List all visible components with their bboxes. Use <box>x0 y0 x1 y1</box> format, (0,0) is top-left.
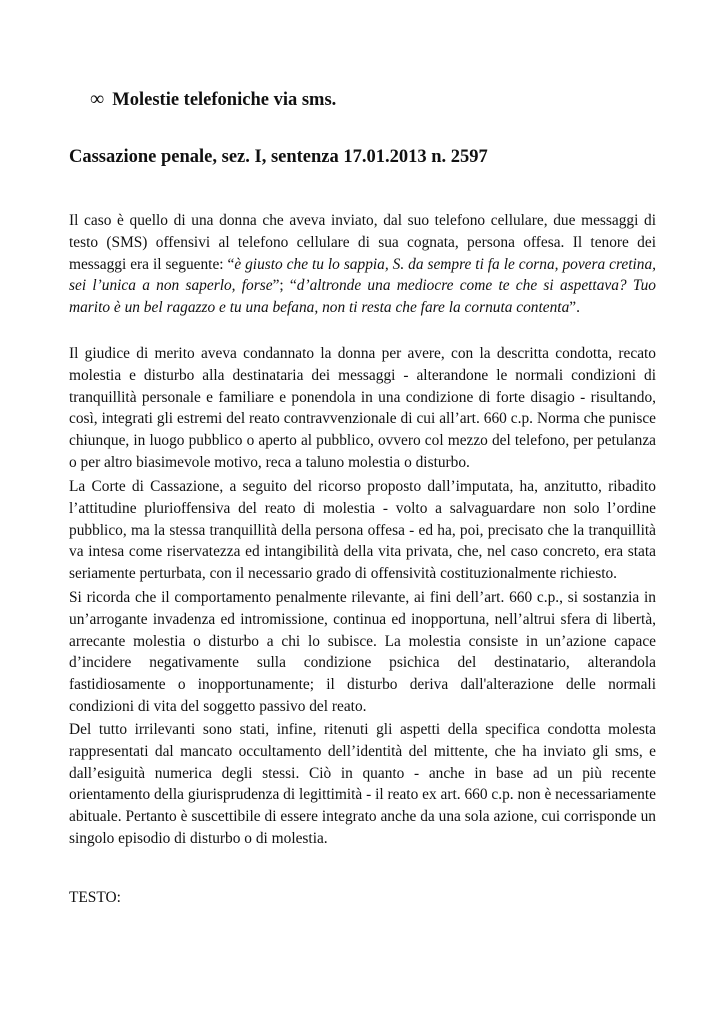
paragraph-conduct-definition: Si ricorda che il comportamento penalmente rilevante, ai fini dell’art. 660 c.p., si sostanzia in un’arrogante invadenza ed intromissione, continua ed inopportuna, nell’altrui sfera di libertà, arrecante molestia o disturbo a chi lo subisce. La molestia consiste in un’azione capace d’incidere negativamente sulla condizione psichica del destinatario, alterandola fastidiosamente o inopportunamente; il disturbo deriva dall'alterazione delle normali condizioni di vita del soggetto passivo del reato. <box>69 589 656 715</box>
quoted-message-2: d’altronde una mediocre come te che si aspettava? Tuo marito è un bel ragazzo e tu una befana, non ti resta che fare la cornuta contenta <box>69 277 656 317</box>
quoted-message-1: è giusto che tu lo sappia, S. da sempre ti fa le corna, povera cretina, sei l’unica a non saperlo, forse <box>69 255 656 295</box>
document-heading <box>90 88 336 111</box>
infinity-symbol-icon: ∞ <box>90 88 105 110</box>
paragraph-irrelevant-aspects: Del tutto irrilevanti sono stati, infine, ritenuti gli aspetti della specifica condotta molesta rappresentati dal mancato occultamento dell’identità del mittente, che ha inviato gli sms, e dall’esiguità numerica degli stessi. Ciò in quanto - anche in base ad un più recente orientamento della giurisprudenza di legittimità - il reato ex art. 660 c.p. non è necessariamente abituale. Pertanto è suscettibile di essere integrato anche da una sola azione, cui corrisponde un singolo episodio di disturbo o di molestia. <box>69 721 656 847</box>
paragraph-intro: Il caso è quello di una donna che aveva inviato, dal suo telefono cellulare, due messaggi di testo (SMS) offensivi al telefono cellulare di sua cognata, persona offesa. Il tenore dei messaggi era il seguente: “ <box>69 212 656 273</box>
text-section-label: TESTO: <box>69 889 121 906</box>
quote-separator: ”; “ <box>272 277 297 295</box>
sentence-reference: Cassazione penale, sez. I, sentenza 17.01.2013 n. 2597 <box>69 147 488 167</box>
paragraph-outro: ”. <box>569 299 580 317</box>
paragraph-first-instance: Il giudice di merito aveva condannato la donna per avere, con la descritta condotta, recato molestia e disturbo alla destinataria dei messaggi - alterandone le normali condizioni di tranquillità personale e familiare e ponendola in una condizione di forte disagio - risultando, così, integrati gli estremi del reato contravvenzionale di cui all’art. 660 c.p. Norma che punisce chiunque, in luogo pubblico o aperto al pubblico, ovvero col mezzo del telefono, per petulanza o per altro biasimevole motivo, reca a taluno molestia o disturbo. <box>69 345 656 471</box>
heading-title: Molestie telefoniche via sms. <box>112 90 337 110</box>
paragraph-case-facts <box>69 210 656 319</box>
paragraph-court-ruling: La Corte di Cassazione, a seguito del ricorso proposto dall’imputata, ha, anzitutto, ribadito l’attitudine plurioffensiva del reato di molestia - volto a salvaguardare non solo l’ordine pubblico, ma la stessa tranquillità della persona offesa - ed ha, poi, precisato che la tranquillità va intesa come riservatezza ed intangibilità della vita privata, che, nel caso concreto, era stata seriamente perturbata, con il necessario grado di offensività costituzionalmente richiesto. <box>69 478 656 583</box>
